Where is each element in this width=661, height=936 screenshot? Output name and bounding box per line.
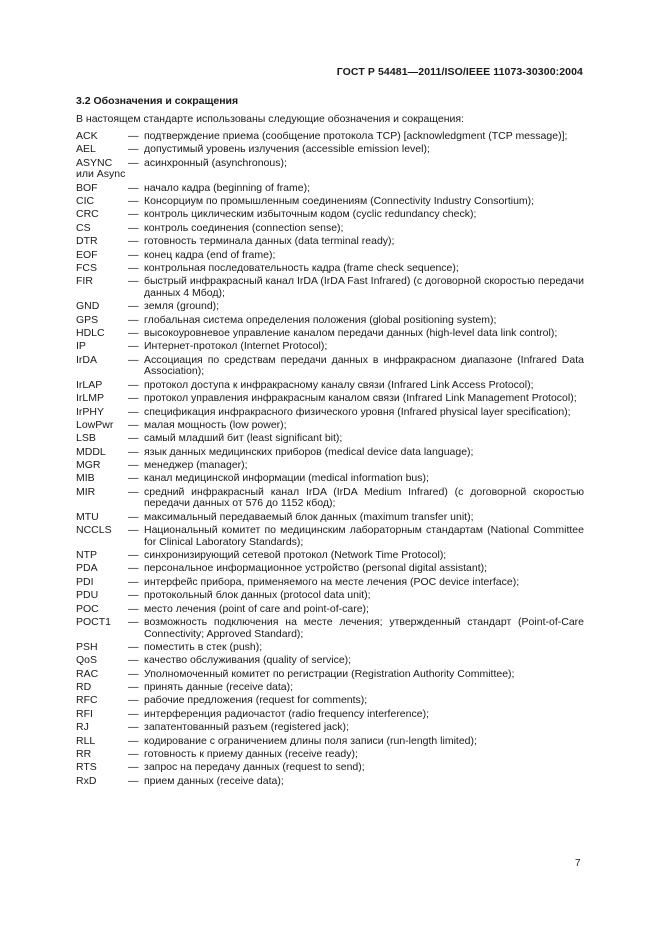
abbreviation-term: CRC (76, 208, 99, 221)
abbreviation-term: RJ (76, 721, 89, 734)
abbreviation-entry (76, 604, 584, 616)
em-dash: — (128, 654, 139, 667)
abbreviation-term: NTP (76, 549, 97, 562)
abbreviation-definition: кодирование с ограничением длины поля записи (run-length limited); (144, 734, 477, 747)
abbreviation-entry (76, 250, 584, 262)
abbreviation-definition: подтверждение приема (сообщение протокола TCP) [acknowledgment (TCP message)]; (144, 130, 568, 142)
abbreviation-term: RD (76, 681, 92, 694)
abbreviation-entry (76, 209, 584, 221)
abbreviation-definition: быстрый инфракрасный канал IrDA (IrDA Fast Infrared) (с договорной скоростью передачи данных 4 Мбод); (144, 275, 584, 299)
abbreviation-definition: контрольная последовательность кадра (frame check sequence); (144, 262, 459, 275)
abbreviation-definition: протокольный блок данных (protocol data unit); (144, 589, 371, 602)
abbreviation-entry (76, 642, 584, 654)
abbreviation-definition: протокол управления инфракрасным каналом связи (Infrared Link Management Protocol); (144, 392, 577, 405)
abbreviation-term: RLL (76, 734, 96, 747)
abbreviation-entry (76, 236, 584, 248)
abbreviation-entry (76, 776, 584, 788)
abbreviation-term: RAC (76, 667, 99, 680)
abbreviation-term: FCS (76, 262, 97, 275)
page-content (76, 95, 584, 789)
abbreviation-term: HDLC (76, 327, 105, 340)
abbreviation-definition: самый младший бит (least significant bit); (144, 432, 343, 445)
abbreviation-definition: прием данных (receive data); (144, 774, 284, 787)
abbreviation-term: FIR (76, 275, 93, 288)
abbreviation-term: MDDL (76, 445, 106, 458)
abbreviation-entry (76, 762, 584, 774)
abbreviation-term: LSB (76, 432, 96, 445)
abbreviation-entry (76, 473, 584, 485)
abbreviation-entry (76, 380, 584, 392)
em-dash: — (128, 667, 139, 680)
em-dash: — (128, 707, 139, 720)
em-dash: — (128, 143, 139, 156)
abbreviation-entry (76, 420, 584, 432)
abbreviation-definition: малая мощность (low power); (144, 418, 287, 431)
abbreviation-entry (76, 301, 584, 313)
em-dash: — (128, 327, 139, 340)
abbreviation-term: LowPwr (76, 418, 114, 431)
em-dash: — (128, 589, 139, 602)
abbreviation-definition: начало кадра (beginning of frame); (144, 181, 310, 194)
em-dash: — (128, 195, 139, 208)
em-dash: — (128, 524, 139, 537)
abbreviation-term: MTU (76, 510, 99, 523)
abbreviation-entry (76, 315, 584, 327)
abbreviation-entry (76, 736, 584, 748)
em-dash: — (128, 459, 139, 472)
abbreviation-entry (76, 158, 584, 181)
abbreviation-term: ACK (76, 130, 98, 142)
em-dash: — (128, 208, 139, 221)
abbreviation-entry (76, 617, 584, 640)
em-dash: — (128, 340, 139, 353)
abbreviation-entry (76, 328, 584, 340)
em-dash: — (128, 181, 139, 194)
abbreviation-definition: язык данных медицинских приборов (medical device data language); (144, 445, 474, 458)
abbreviation-term: QoS (76, 654, 98, 667)
abbreviation-term: DTR (76, 235, 98, 248)
abbreviation-term: IrLAP (76, 378, 103, 391)
abbreviation-term: CS (76, 221, 91, 234)
em-dash: — (128, 575, 139, 588)
section-intro: В настоящем стандарте использованы следующие обозначения и сокращения: (76, 113, 464, 125)
abbreviation-definition: рабочие предложения (request for comments); (144, 694, 368, 707)
abbreviation-definition: запрос на передачу данных (request to send); (144, 761, 365, 774)
em-dash: — (128, 734, 139, 747)
abbreviation-definition: Ассоциация по средствам передачи данных в инфракрасном диапазоне (Infrared Data Association); (144, 353, 584, 378)
abbreviation-term: IrPHY (76, 405, 105, 418)
abbreviation-term: PSH (76, 640, 98, 653)
em-dash: — (128, 248, 139, 261)
abbreviation-definition: контроль циклическим избыточным кодом (cyclic redundancy check); (144, 208, 477, 221)
abbreviation-entry (76, 433, 584, 445)
abbreviation-entry (76, 223, 584, 235)
abbreviation-entry (76, 196, 584, 208)
abbreviation-term: RTS (76, 761, 97, 774)
em-dash: — (128, 748, 139, 761)
abbreviation-definition: принять данные (receive data); (144, 681, 294, 694)
abbreviation-entry (76, 512, 584, 524)
abbreviation-definition: запатентованный разъем (registered jack); (144, 721, 349, 734)
abbreviation-definition: конец кадра (end of frame); (144, 248, 276, 261)
abbreviation-entry (76, 669, 584, 681)
em-dash: — (128, 130, 139, 142)
em-dash: — (128, 602, 139, 615)
abbreviation-entry (76, 460, 584, 472)
em-dash: — (128, 235, 139, 248)
abbreviation-term: RR (76, 748, 92, 761)
abbreviation-definition: Интернет-протокол (Internet Protocol); (144, 340, 328, 353)
abbreviation-definition: интерфейс прибора, применяемого на месте лечения (POC device interface); (144, 575, 520, 588)
em-dash: — (128, 392, 139, 405)
abbreviation-entry (76, 695, 584, 707)
abbreviation-entry (76, 525, 584, 548)
abbreviation-definition: качество обслуживания (quality of service); (144, 654, 352, 667)
abbreviation-entry (76, 577, 584, 589)
abbreviation-term: MIR (76, 485, 96, 498)
abbreviation-term: PDA (76, 562, 98, 575)
abbreviation-entry (76, 487, 584, 510)
abbreviation-definition: возможность подключения на месте лечения; утвержденный стандарт (Point-of-Care Connectivity; Approved Standard); (144, 616, 584, 640)
abbreviation-definition: контроль соединения (connection sense); (144, 221, 344, 234)
em-dash: — (128, 313, 139, 326)
abbreviation-term: MGR (76, 459, 101, 472)
abbreviation-definition: спецификация инфракрасного физического уровня (Infrared physical layer specification); (144, 405, 571, 418)
em-dash: — (128, 761, 139, 774)
abbreviation-definition: персональное информационное устройство (personal digital assistant); (144, 562, 488, 575)
abbreviation-entry (76, 749, 584, 761)
abbreviation-definition: допустимый уровень излучения (accessible emission level); (144, 143, 430, 156)
em-dash: — (128, 640, 139, 653)
abbreviation-definition: максимальный передаваемый блок данных (maximum transfer unit); (144, 510, 474, 523)
abbreviation-definition: высокоуровневое управление каналом передачи данных (high-level data link control); (144, 327, 558, 340)
abbreviation-term: ASYNC или Async (76, 156, 126, 181)
abbreviation-definition: глобальная система определения положения (global positioning system); (144, 313, 497, 326)
em-dash: — (128, 378, 139, 391)
page-number: 7 (575, 858, 581, 869)
em-dash: — (128, 445, 139, 458)
abbreviation-definition: земля (ground); (144, 300, 220, 313)
abbreviation-definition: готовность к приему данных (receive ready); (144, 748, 358, 761)
em-dash: — (128, 221, 139, 234)
em-dash: — (128, 694, 139, 707)
em-dash: — (128, 405, 139, 418)
abbreviation-term: EOF (76, 248, 98, 261)
abbreviation-term: CIC (76, 195, 95, 208)
abbreviation-term: POC (76, 602, 99, 615)
abbreviation-term: MIB (76, 472, 95, 485)
abbreviation-term: BOF (76, 181, 98, 194)
abbreviation-definition: средний инфракрасный канал IrDA (IrDA Medium Infrared) (с договорной скоростью передачи данных от 576 до 1152 кбод); (144, 485, 584, 510)
em-dash: — (128, 275, 139, 288)
abbreviation-definition: Национальный комитет по медицинским лабораторным стандартам (National Committee for Clinical Laboratory Standards); (144, 524, 584, 548)
abbreviation-entry (76, 563, 584, 575)
em-dash: — (128, 353, 139, 366)
em-dash: — (128, 418, 139, 431)
abbreviation-term: AEL (76, 143, 96, 156)
abbreviation-term: IrDA (76, 353, 97, 366)
abbreviation-entry (76, 407, 584, 419)
abbreviation-entry (76, 722, 584, 734)
abbreviation-definition: поместить в стек (push); (144, 640, 263, 653)
em-dash: — (128, 485, 139, 498)
em-dash: — (128, 472, 139, 485)
abbreviation-definition: асинхронный (asynchronous); (144, 156, 287, 169)
abbreviation-definition: протокол доступа к инфракрасному каналу связи (Infrared Link Access Protocol); (144, 378, 534, 391)
em-dash: — (128, 721, 139, 734)
abbreviation-entry (76, 447, 584, 459)
abbreviation-definition: синхронизирующий сетевой протокол (Network Time Protocol); (144, 549, 447, 562)
abbreviation-term: PDI (76, 575, 94, 588)
abbreviation-term: GND (76, 300, 100, 313)
em-dash: — (128, 510, 139, 523)
section-title: 3.2 Обозначения и сокращения (76, 95, 239, 107)
abbreviation-entry (76, 131, 584, 143)
abbreviation-definition: менеджер (manager); (144, 459, 248, 472)
abbreviation-term: RFI (76, 707, 93, 720)
abbreviation-term: PDU (76, 589, 99, 602)
abbreviation-entry (76, 393, 584, 405)
abbreviation-definition: готовность терминала данных (data terminal ready); (144, 235, 395, 248)
abbreviation-definition: Консорциум по промышленным соединениям (Connectivity Industry Consortium); (144, 195, 535, 208)
abbreviation-definition: Уполномоченный комитет по регистрации (Registration Authority Committee); (144, 667, 515, 680)
em-dash: — (128, 549, 139, 562)
abbreviation-entry (76, 550, 584, 562)
abbreviation-entry (76, 355, 584, 378)
abbreviation-entry (76, 590, 584, 602)
em-dash: — (128, 562, 139, 575)
abbreviation-term: RFC (76, 694, 98, 707)
abbreviation-entry (76, 709, 584, 721)
em-dash: — (128, 262, 139, 275)
abbreviation-definition: место лечения (point of care and point-of-care); (144, 602, 369, 615)
abbreviation-term: RxD (76, 774, 97, 787)
abbreviation-term: NCCLS (76, 524, 112, 537)
em-dash: — (128, 681, 139, 694)
em-dash: — (128, 432, 139, 445)
abbreviation-term: GPS (76, 313, 99, 326)
abbreviation-term: IP (76, 340, 86, 353)
abbreviation-list (76, 131, 584, 789)
em-dash: — (128, 300, 139, 313)
abbreviation-entry (76, 682, 584, 694)
page-header-standard: ГОСТ Р 54481—2011/ISO/IEEE 11073-30300:2004 (336, 66, 583, 78)
entry-spacer (76, 787, 584, 789)
em-dash: — (128, 774, 139, 787)
em-dash: — (128, 616, 139, 628)
abbreviation-entry (76, 144, 584, 156)
em-dash: — (128, 156, 139, 169)
abbreviation-definition: канал медицинской информации (medical information bus); (144, 472, 429, 485)
abbreviation-definition: интерференция радиочастот (radio frequency interference); (144, 707, 429, 720)
abbreviation-entry (76, 263, 584, 275)
abbreviation-term: IrLMP (76, 392, 105, 405)
abbreviation-entry (76, 276, 584, 299)
abbreviation-term: POCT1 (76, 616, 112, 628)
abbreviation-entry (76, 183, 584, 195)
abbreviation-entry (76, 655, 584, 667)
abbreviation-entry (76, 341, 584, 353)
